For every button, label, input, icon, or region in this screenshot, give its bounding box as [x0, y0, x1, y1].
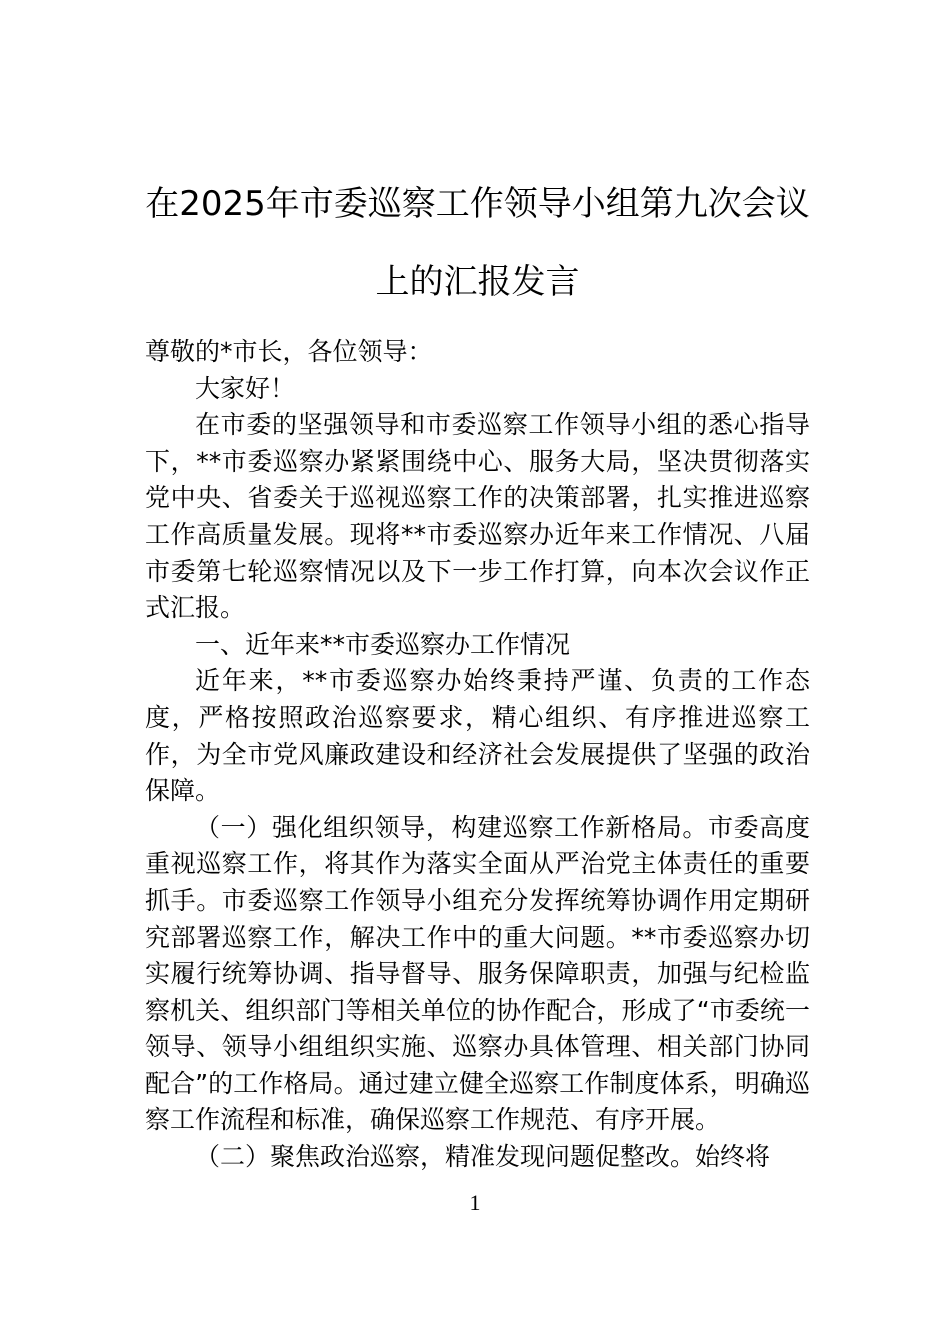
- document-body: [145, 334, 810, 1176]
- paragraph-intro: 在市委的坚强领导和市委巡察工作领导小组的悉心指导下，**市委巡察办紧紧围绕中心、服务大局，坚决贯彻落实党中央、省委关于巡视巡察工作的决策部署，扎实推进巡察工作高质量发展。现将**市委巡察办近年来工作情况、八届市委第七轮巡察情况以及下一步工作打算，向本次会议作正式汇报。: [145, 410, 810, 623]
- greeting: 大家好！: [195, 373, 296, 403]
- page-number: 1: [469, 1190, 481, 1215]
- salutation: 尊敬的*市长，各位领导：: [145, 337, 433, 366]
- section-heading: 一、近年来**市委巡察办工作情况: [195, 629, 571, 659]
- subsection-1: （一）强化组织领导，构建巡察工作新格局。市委高度重视巡察工作，将其作为落实全面从严治党主体责任的重要抓手。市委巡察工作领导小组充分发挥统筹协调作用定期研究部署巡察工作，解决工作中的重大问题。**市委巡察办切实履行统筹协调、指导督导、服务保障职责，加强与纪检监察机关、组织部门等相关单位的协作配合，形成了“市委统一领导、领导小组组织实施、巡察办具体管理、相关部门协同配合”的工作格局。通过建立健全巡察工作制度体系，明确巡察工作流程和标准，确保巡察工作规范、有序开展。: [145, 812, 810, 1135]
- subsection-2: （二）聚焦政治巡察，精准发现问题促整改。始终将: [195, 1142, 771, 1172]
- document-title: 在2025年市委巡察工作领导小组第九次会议上的汇报发言: [145, 184, 810, 302]
- paragraph-overview: 近年来，**市委巡察办始终秉持严谨、负责的工作态度，严格按照政治巡察要求，精心组织、有序推进巡察工作，为全市党风廉政建设和经济社会发展提供了坚强的政治保障。: [145, 666, 810, 806]
